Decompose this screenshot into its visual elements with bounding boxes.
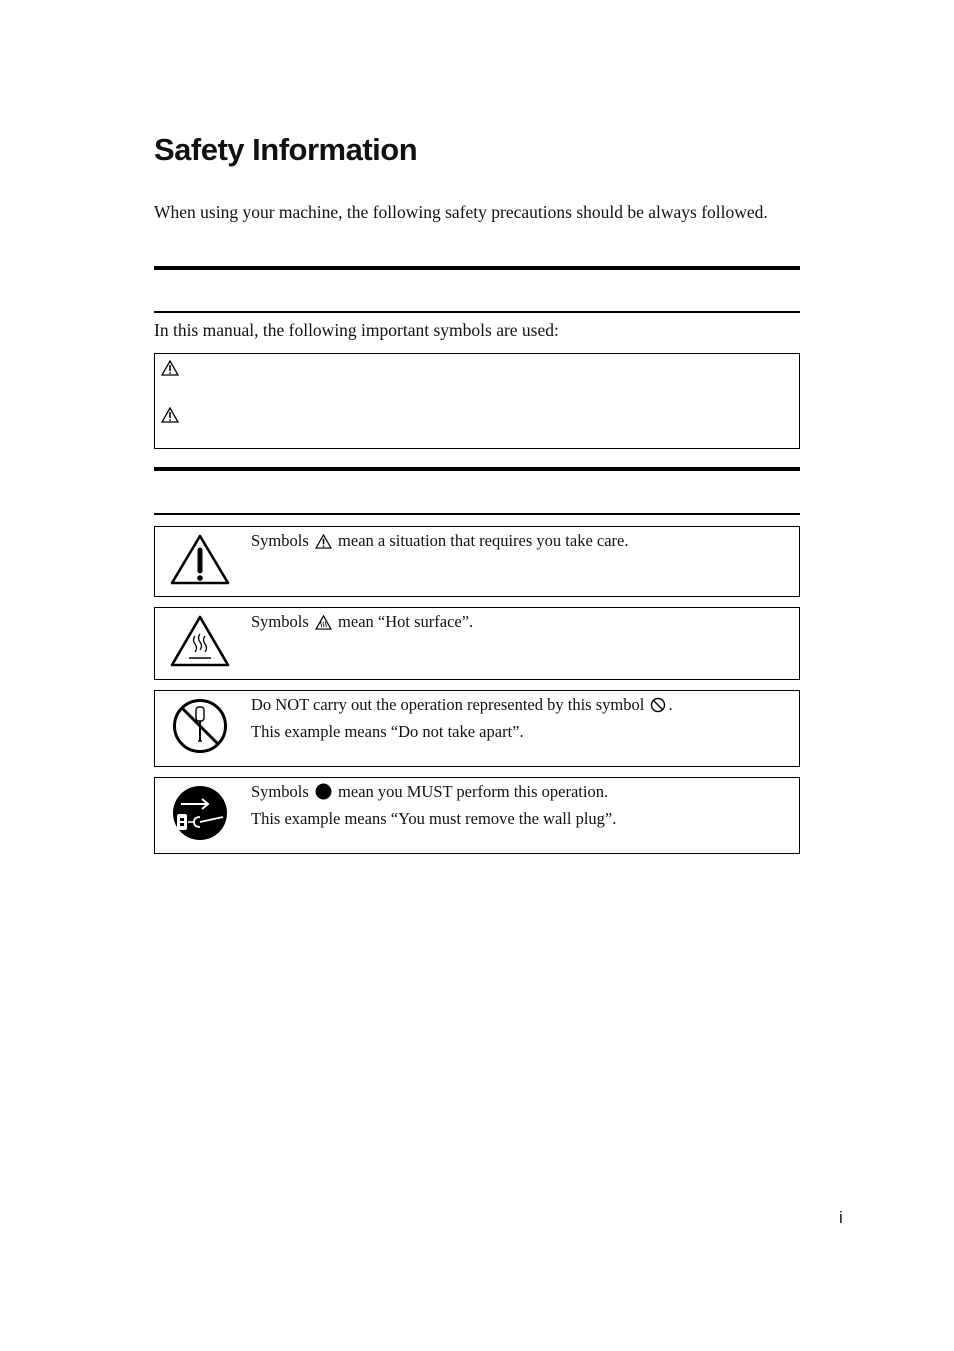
description-prefix: Do NOT carry out the operation represented by this symbol	[251, 695, 645, 714]
description-suffix: mean a situation that requires you take care.	[338, 531, 629, 550]
section-divider-thin	[154, 311, 800, 313]
legend-row-warning	[161, 359, 179, 377]
symbol-description	[251, 691, 673, 745]
small-warning-triangle-icon	[315, 534, 332, 549]
symbol-row-do-not-take-apart	[154, 690, 800, 767]
description-suffix: .	[668, 695, 673, 714]
hot-surface-icon	[169, 614, 231, 668]
page-number: i	[839, 1208, 843, 1227]
caution-exclamation-icon	[169, 533, 231, 585]
description-example: This example means “You must remove the wall plug”.	[251, 809, 617, 828]
symbol-description	[251, 608, 473, 635]
filled-circle-icon	[315, 783, 332, 800]
description-suffix: mean you MUST perform this operation.	[338, 782, 609, 801]
section-divider-thin	[154, 513, 800, 515]
warning-triangle-icon	[161, 360, 179, 376]
caution-triangle-icon	[161, 407, 179, 423]
description-suffix: mean “Hot surface”.	[338, 612, 474, 631]
section-divider-thick	[154, 266, 800, 270]
small-warning-triangle-icon	[315, 615, 332, 630]
prohibition-icon	[650, 697, 666, 713]
page-title: Safety Information	[154, 132, 418, 167]
symbol-legend-box	[154, 353, 800, 449]
legend-row-caution	[161, 406, 179, 424]
symbol-description	[251, 778, 616, 832]
remove-wall-plug-icon	[171, 784, 229, 842]
symbol-row-caution	[154, 526, 800, 597]
do-not-take-apart-icon	[171, 697, 229, 755]
description-example: This example means “Do not take apart”.	[251, 722, 524, 741]
symbols-intro-text: In this manual, the following important symbols are used:	[154, 320, 559, 340]
intro-paragraph: When using your machine, the following safety precautions should be always followed.	[154, 202, 768, 222]
description-prefix: Symbols	[251, 531, 309, 550]
symbol-row-hot-surface	[154, 607, 800, 680]
symbol-description	[251, 527, 629, 554]
description-prefix: Symbols	[251, 782, 309, 801]
section-divider-thick	[154, 467, 800, 471]
symbol-row-remove-wall-plug	[154, 777, 800, 854]
description-prefix: Symbols	[251, 612, 309, 631]
